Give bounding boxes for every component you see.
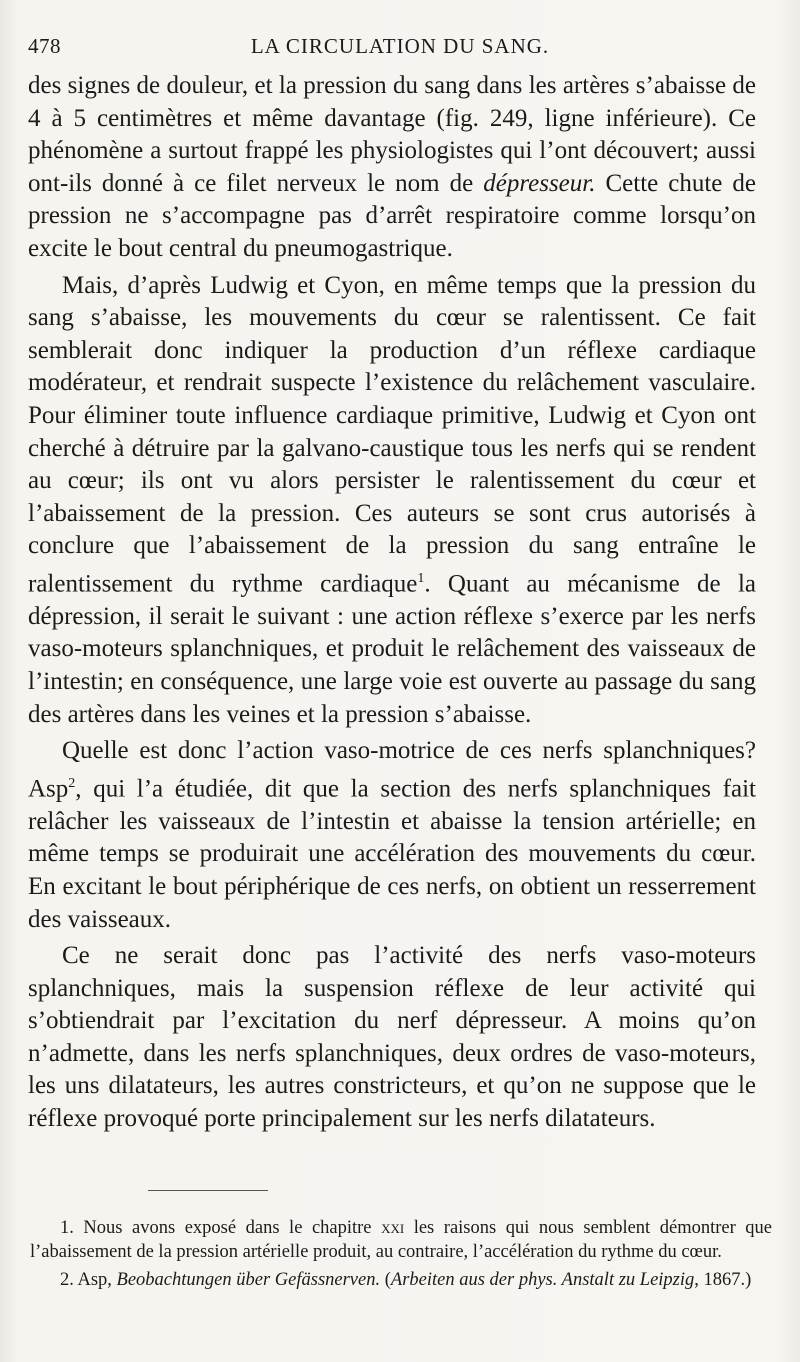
page-number: 478 [28,34,61,58]
page-header [28,30,772,62]
footnote-2-text-b: ( [380,1270,391,1290]
paragraph-1 [28,70,756,266]
paragraph-2-text-a: Mais, d’après Ludwig et Cyon, en même temps que la pression du sang s’abaisse, les mouvements du cœur se ralentissent. Ce fait semblerait donc indiquer la production d’un réflexe cardiaque modérateur, et rendrait suspecte l’existence du relâchement vasculaire. Pour éliminer toute influence cardiaque primitive, Ludwig et Cyon ont cherché à détruire par la galvano-caustique tous les nerfs qui se rendent au cœur; ils ont vu alors persister le ralentissement du cœur et l’abaissement de la pression. Ces auteurs se sont crus autorisés à conclure que l’abaissement de la pression du sang entraîne le ralentissement du rythme cardiaque [28,271,756,598]
footnote-ref-1: 1 [417,570,425,586]
footnote-1 [30,1216,772,1264]
paragraph-2 [28,270,756,732]
paragraph-1-text-a: des signes de douleur, et la pression du sang dans les artères s’abaisse de 4 à 5 centimètres et même davantage (fig. 249, ligne inférieure). Ce phénomène a surtout frappé les physiologistes qui l’ont découvert; aussi ont-ils donné à ce filet nerveux le nom de [28,72,756,197]
paragraph-1-emphasis: dépresseur. [483,169,596,197]
footnote-ref-2: 2 [68,775,76,791]
paragraph-4: Ce ne serait donc pas l’activité des nerfs vaso-moteurs splanchniques, mais la suspension réflexe de leur activité qui s’obtiendrait par l’excitation du nerf dépresseur. A moins qu’on n’admette, dans les nerfs splanchniques, deux ordres de vaso-moteurs, les uns dilatateurs, les autres constricteurs, et qu’on ne suppose que le réflexe provoqué porte principalement sur les nerfs dilatateurs. [28,942,756,1133]
main-text [28,70,756,1140]
footnote-1-chapter: xxi [381,1218,405,1238]
footnote-divider [148,1190,268,1191]
paragraph-3 [28,735,756,936]
footnote-1-text-b: les raisons qui nous semblent démontrer que l’abaissement de la pression artérielle produit, au contraire, l’accélération du rythme du cœur. [30,1218,772,1262]
footnote-2-text-a: 2. Asp, [60,1270,117,1290]
footnote-2-text-c: , 1867.) [694,1270,752,1290]
paragraph-2-text-b: . Quant au mécanisme de la dépression, il serait le suivant : une action réflexe s’exerce par les nerfs vaso-moteurs splanchniques, et produit le relâchement des vaisseaux de l’intestin; en conséquence, une large voie est ouverte au passage du sang des artères dans les veines et la pression s’abaisse. [28,570,756,728]
footnote-1-text-a: 1. Nous avons exposé dans le chapitre [60,1218,382,1238]
footnote-2-journal: Arbeiten aus der phys. Anstalt zu Leipzig [390,1270,695,1290]
running-title: LA CIRCULATION DU SANG. [250,34,550,58]
paragraph-3-text-a: Quelle est donc l’action vaso-motrice de ces nerfs splanchniques? Asp [28,737,756,803]
footnote-2 [30,1268,772,1292]
footnotes [30,1216,772,1296]
paragraph-1-text-b: Cette chute de pression ne s’accompagne pas d’arrêt respiratoire comme lorsqu’on excite le bout central du pneumogastrique. [28,169,757,262]
footnote-2-title: Beobachtungen über Gefässnerven. [116,1270,381,1290]
paragraph-3-text-b: , qui l’a étudiée, dit que la section des nerfs splanchniques fait relâcher les vaisseaux de l’intestin et abaisse la tension artérielle; en même temps se produirait une accélération des mouvements du cœur. En excitant le bout périphérique de ces nerfs, on obtient un resserrement des vaisseaux. [28,775,756,933]
